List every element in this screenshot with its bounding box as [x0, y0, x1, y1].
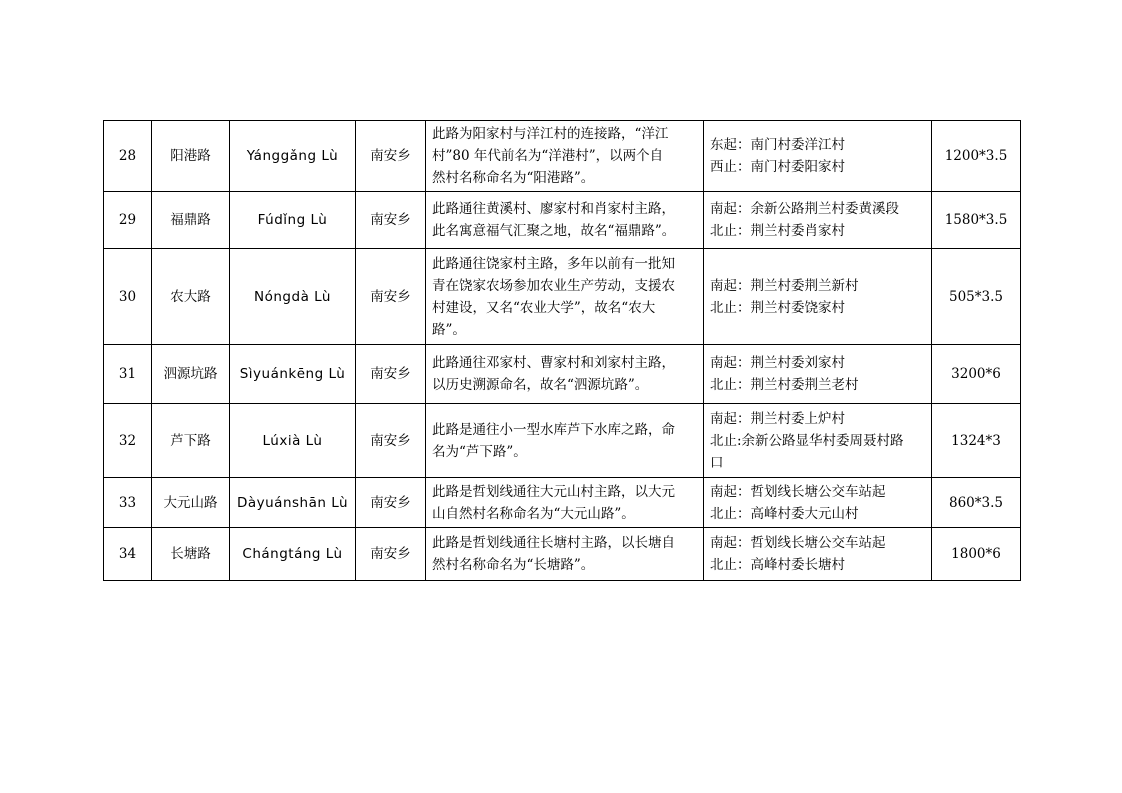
table-row	[104, 121, 1021, 192]
description-line: 村”80 年代前名为“洋港村”，以两个自	[432, 148, 664, 164]
endpoint-line: 西止：南门村委阳家村	[710, 159, 845, 175]
township: 南安乡	[356, 404, 426, 478]
township: 南安乡	[356, 345, 426, 404]
description-line: 以历史溯源命名，故名“泗源坑路”。	[432, 377, 649, 393]
start-end-points	[704, 528, 932, 581]
endpoint-line: 北止：荆兰村委荆兰老村	[710, 377, 859, 393]
naming-description	[426, 404, 704, 478]
endpoint-line: 南起：荆兰村委上炉村	[710, 410, 845, 427]
naming-description	[426, 345, 704, 404]
road-pinyin: Sìyuánkēng Lù	[230, 345, 356, 404]
endpoint-line: 北止:余新公路显华村委周聂村路	[710, 432, 904, 449]
length-width: 860*3.5	[932, 478, 1021, 528]
road-pinyin: Yánggǎng Lù	[230, 121, 356, 192]
road-name: 芦下路	[152, 404, 230, 478]
endpoint-line: 北止：高峰村委长塘村	[710, 557, 845, 573]
township: 南安乡	[356, 249, 426, 345]
description-line: 此路是哲划线通往大元山村主路，以大元	[432, 483, 675, 500]
endpoint-line: 南起：哲划线长塘公交车站起	[710, 535, 886, 551]
road-pinyin: Nóngdà Lù	[230, 249, 356, 345]
endpoint-line: 北止：荆兰村委肖家村	[710, 223, 845, 239]
description-line: 山自然村名称命名为“大元山路”。	[432, 505, 635, 522]
description-line: 路”。	[432, 321, 466, 338]
table-row	[104, 528, 1021, 581]
road-name: 长塘路	[152, 528, 230, 581]
description-line: 此路通往黄溪村、廖家村和肖家村主路，	[432, 201, 675, 217]
endpoint-line: 南起：哲划线长塘公交车站起	[710, 483, 886, 500]
road-name: 农大路	[152, 249, 230, 345]
length-width: 3200*6	[932, 345, 1021, 404]
road-name: 阳港路	[152, 121, 230, 192]
township: 南安乡	[356, 528, 426, 581]
length-width: 1580*3.5	[932, 192, 1021, 249]
row-number: 33	[104, 478, 152, 528]
description-line: 此路是通往小一型水库芦下水库之路，命	[432, 421, 675, 438]
road-pinyin: Lúxià Lù	[230, 404, 356, 478]
endpoint-line: 北止：荆兰村委饶家村	[710, 299, 845, 316]
description-line: 此名寓意福气汇聚之地，故名“福鼎路”。	[432, 223, 676, 239]
description-line: 村建设，又名“农业大学”，故名“农大	[432, 299, 656, 316]
start-end-points	[704, 478, 932, 528]
naming-description	[426, 121, 704, 192]
row-number: 32	[104, 404, 152, 478]
endpoint-line: 东起：南门村委洋江村	[710, 137, 845, 153]
road-name: 福鼎路	[152, 192, 230, 249]
description-line: 然村名称命名为“阳港路”。	[432, 170, 595, 186]
endpoint-line: 南起：余新公路荆兰村委黄溪段	[710, 201, 899, 217]
table-row	[104, 192, 1021, 249]
township: 南安乡	[356, 192, 426, 249]
naming-description	[426, 528, 704, 581]
road-name-table	[103, 120, 1021, 581]
description-line: 此路为阳家村与洋江村的连接路，“洋江	[432, 126, 669, 142]
start-end-points	[704, 404, 932, 478]
township: 南安乡	[356, 121, 426, 192]
endpoint-line: 口	[710, 454, 724, 471]
road-pinyin: Chángtáng Lù	[230, 528, 356, 581]
length-width: 1324*3	[932, 404, 1021, 478]
start-end-points	[704, 345, 932, 404]
road-pinyin: Dàyuánshān Lù	[230, 478, 356, 528]
road-name: 大元山路	[152, 478, 230, 528]
endpoint-line: 南起：荆兰村委荆兰新村	[710, 277, 859, 294]
table-row	[104, 478, 1021, 528]
start-end-points	[704, 192, 932, 249]
length-width: 1800*6	[932, 528, 1021, 581]
length-width: 1200*3.5	[932, 121, 1021, 192]
length-width: 505*3.5	[932, 249, 1021, 345]
description-line: 此路通往邓家村、曹家村和刘家村主路，	[432, 355, 675, 371]
description-line: 青在饶家农场参加农业生产劳动，支援农	[432, 277, 675, 294]
start-end-points	[704, 121, 932, 192]
row-number: 30	[104, 249, 152, 345]
table-row	[104, 345, 1021, 404]
table-row	[104, 249, 1021, 345]
table-body	[104, 121, 1021, 581]
description-line: 此路是哲划线通往长塘村主路，以长塘自	[432, 535, 675, 551]
row-number: 34	[104, 528, 152, 581]
endpoint-line: 北止：高峰村委大元山村	[710, 505, 859, 522]
description-line: 名为“芦下路”。	[432, 443, 527, 460]
naming-description	[426, 192, 704, 249]
row-number: 31	[104, 345, 152, 404]
township: 南安乡	[356, 478, 426, 528]
row-number: 29	[104, 192, 152, 249]
description-line: 此路通往饶家村主路，多年以前有一批知	[432, 255, 675, 272]
road-name: 泗源坑路	[152, 345, 230, 404]
table-row	[104, 404, 1021, 478]
start-end-points	[704, 249, 932, 345]
road-pinyin: Fúdǐng Lù	[230, 192, 356, 249]
endpoint-line: 南起：荆兰村委刘家村	[710, 355, 845, 371]
description-line: 然村名称命名为“长塘路”。	[432, 557, 595, 573]
naming-description	[426, 249, 704, 345]
row-number: 28	[104, 121, 152, 192]
naming-description	[426, 478, 704, 528]
